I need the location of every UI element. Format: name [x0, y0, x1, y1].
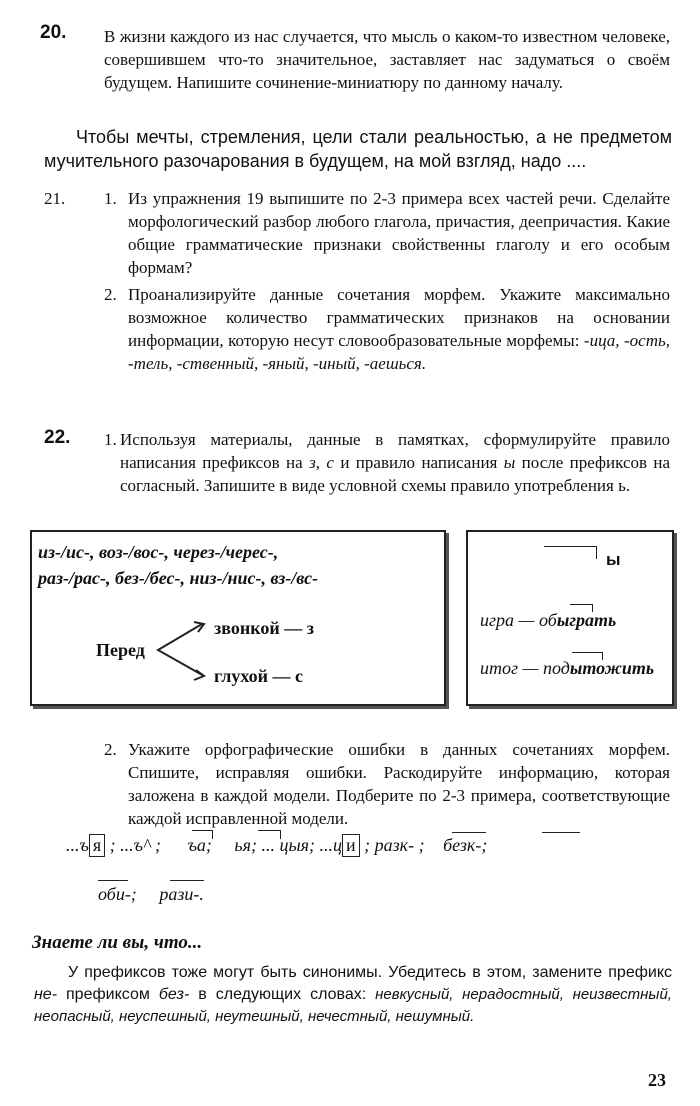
memo-box-y-after-prefix	[466, 530, 674, 706]
prefix-model-mark	[544, 546, 597, 559]
exercise-21-item2-text	[128, 283, 670, 375]
model-4-mark	[258, 830, 281, 839]
exercise-21-morphemes: -ица, -ость, -тель, -ственный, -яный, -иный, -аешься.	[128, 331, 670, 373]
exercise-21-item2-body: Проанализируйте данные сочетания морфем. Укажите максимально возможное количество грамматических признаков на основании информации, которую несут словообразовательные морфемы:	[128, 285, 670, 350]
memo-prefixes-line2: раз-/рас-, без-/бес-, низ-/нис-, вз-/вс-	[38, 568, 319, 588]
did-you-know-heading: Знаете ли вы, что...	[32, 932, 203, 953]
model-6-mark	[542, 832, 580, 833]
model-4-box: и	[342, 834, 360, 857]
exercise-21-item2-number: 2.	[104, 285, 117, 304]
memo-prefixes-line1: из-/ис-, воз-/вос-, через-/черес-,	[38, 542, 279, 562]
model-7-mark	[98, 880, 128, 881]
exercise-22-item1-part1: Используя материалы, данные в памятках, сформулируйте правило написания префиксов на	[120, 430, 670, 472]
dyk-part1: У префиксов тоже могут быть синонимы. Убедитесь в этом, замените префикс	[68, 964, 672, 981]
branch-arrows-icon	[154, 620, 214, 684]
exercise-20-number: 20.	[40, 22, 67, 43]
memo-voiced-rule: звонкой — з	[214, 618, 314, 638]
dyk-words: невкусный, нерадостный, неизвестный, неопасный, неуспешный, неутешный, нечестный, нешумный.	[34, 986, 672, 1025]
model-6: безк-;	[443, 835, 488, 855]
exercise-20-prompt: Чтобы мечты, стремления, цели стали реальностью, а не предметом мучительного разочарования в будущем, на мой взгляд, надо ....	[44, 127, 672, 171]
model-7: оби-;	[98, 884, 137, 904]
memo-example-2-a: итог — под	[480, 658, 570, 678]
exercise-22-item1-part3: после префиксов на согласный. Запишите в виде условной схемы правило употребления ь.	[120, 453, 671, 495]
letter-s: с	[326, 453, 334, 472]
exercise-22-number: 22.	[44, 427, 71, 448]
memo-example-2	[480, 658, 654, 679]
model-3: ъа;	[187, 835, 212, 855]
memo-example-2-b: ытожить	[569, 658, 655, 678]
memo-voiceless-rule: глухой — с	[214, 666, 304, 686]
exercise-22-item1-part2: и правило написания	[340, 453, 498, 472]
memo-y-letter: ы	[606, 550, 621, 569]
model-2: ; ...ъ^ ;	[109, 835, 162, 855]
model-5-mark	[452, 832, 486, 833]
did-you-know-text	[34, 962, 672, 1028]
letter-y: ы	[503, 453, 516, 472]
exercise-22-item1-number: 1.	[104, 430, 117, 449]
exercise-22-item2-text: Укажите орфографические ошибки в данных сочетаниях морфем. Спишите, исправляя ошибки. Раскодируйте информацию, которая заложена в каждой модели. Подберите по 2-3 примера, соответствующие каждой исправленной модели.	[128, 740, 670, 828]
exercise-20-text: В жизни каждого из нас случается, что мысль о каком-то известном человеке, совершившем что-то значительное, заставляет нас задуматься о своём будущем. Напишите сочинение-миниатюру по данному началу.	[104, 27, 670, 92]
model-1: ...ъ	[66, 835, 89, 855]
memo-before-label: Перед	[96, 640, 145, 660]
memo-example-1-a: игра — об	[480, 610, 557, 630]
letter-z: з,	[309, 453, 320, 472]
model-4: ья; ... цыя; ...ц	[234, 835, 343, 855]
dyk-part3: в следующих словах:	[198, 986, 367, 1003]
example-2-prefix-mark	[572, 652, 603, 660]
exercise-21-item1-number: 1.	[104, 189, 117, 208]
memo-example-1	[480, 610, 616, 631]
memo-box-prefixes-z-s	[30, 530, 446, 706]
exercise-22-item1-text	[120, 428, 670, 497]
exercise-22-item2-number: 2.	[104, 740, 117, 759]
exercise-21-number: 21.	[44, 189, 66, 208]
dyk-prefix-bez: без-	[158, 986, 190, 1003]
exercise-21-item1-text: Из упражнения 19 выпишите по 2-3 примера всех частей речи. Сделайте морфологический разбор любого глагола, причастия, деепричастия. Какие общие грамматические признаки свойственны глаголу и его особым формам?	[128, 189, 670, 277]
morpheme-models-row-2	[98, 884, 204, 905]
model-8-mark	[170, 880, 204, 881]
model-3-mark	[192, 830, 213, 839]
page-number: 23	[648, 1070, 666, 1090]
model-5: ; разк- ;	[364, 835, 425, 855]
dyk-part2: префиксом	[66, 986, 150, 1003]
example-1-prefix-mark	[570, 604, 593, 612]
memo-example-1-b: ыграть	[556, 610, 617, 630]
model-1-box: я	[89, 834, 105, 857]
dyk-prefix-ne: не-	[34, 986, 58, 1003]
model-8: рази-.	[159, 884, 204, 904]
